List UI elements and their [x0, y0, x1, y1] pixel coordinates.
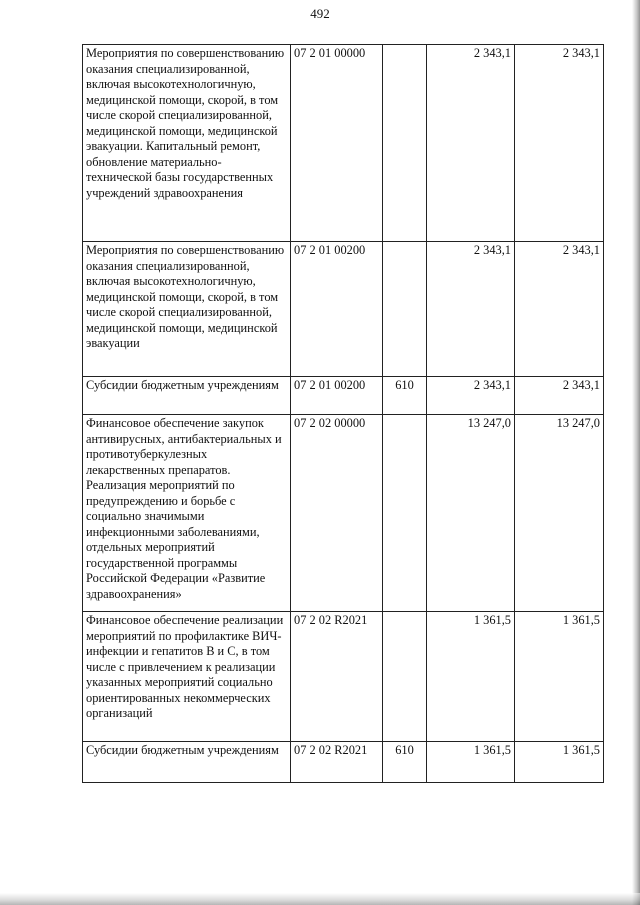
table-row [83, 415, 604, 612]
row-expense-type: 610 [383, 377, 427, 415]
table-row [83, 377, 604, 415]
page-number: 492 [310, 6, 330, 21]
row-expense-type [383, 242, 427, 377]
table-row [83, 45, 604, 242]
row-expense-type [383, 45, 427, 242]
row-value-1: 2 343,1 [427, 242, 515, 377]
row-name: Финансовое обеспечение реализации мероприятий по профилактике ВИЧ-инфекции и гепатитов В и С, в том числе с привлечением к реализации указанных мероприятий социально ориентированных некоммерческих организаций [83, 612, 291, 742]
table-row [83, 612, 604, 742]
row-code: 07 2 02 R2021 [291, 742, 383, 783]
table-row [83, 742, 604, 783]
scan-edge-shadow [632, 0, 640, 905]
row-expense-type: 610 [383, 742, 427, 783]
row-value-2: 1 361,5 [515, 742, 604, 783]
row-code: 07 2 01 00200 [291, 377, 383, 415]
row-name: Финансовое обеспечение закупок антивирусных, антибактериальных и противотуберкулезных лекарственных препаратов. Реализация мероприятий по предупреждению и борьбе с социально значимыми инфекционными заболеваниями, отдельных мероприятий государственной программы Российской Федерации «Развитие здравоохранения» [83, 415, 291, 612]
row-value-2: 1 361,5 [515, 612, 604, 742]
row-code: 07 2 02 R2021 [291, 612, 383, 742]
row-value-2: 13 247,0 [515, 415, 604, 612]
row-value-2: 2 343,1 [515, 377, 604, 415]
row-name: Мероприятия по совершенствованию оказания специализированной, включая высокотехнологичную, медицинской помощи, скорой, в том числе скорой специализированной, медицинской помощи, медицинской эвакуации. Капитальный ремонт, обновление материально-технической базы государственных учреждений здравоохранения [83, 45, 291, 242]
row-expense-type [383, 612, 427, 742]
row-name: Субсидии бюджетным учреждениям [83, 377, 291, 415]
row-name: Субсидии бюджетным учреждениям [83, 742, 291, 783]
row-expense-type [383, 415, 427, 612]
row-code: 07 2 01 00200 [291, 242, 383, 377]
row-code: 07 2 02 00000 [291, 415, 383, 612]
row-value-2: 2 343,1 [515, 242, 604, 377]
row-value-1: 13 247,0 [427, 415, 515, 612]
row-value-1: 1 361,5 [427, 612, 515, 742]
row-name: Мероприятия по совершенствованию оказания специализированной, включая высокотехнологичную, медицинской помощи, скорой, в том числе скорой специализированной, медицинской помощи, медицинской эвакуации [83, 242, 291, 377]
row-value-2: 2 343,1 [515, 45, 604, 242]
budget-table [82, 44, 604, 783]
scan-bottom-shadow [0, 893, 640, 905]
row-value-1: 2 343,1 [427, 377, 515, 415]
row-value-1: 1 361,5 [427, 742, 515, 783]
row-value-1: 2 343,1 [427, 45, 515, 242]
table-row [83, 242, 604, 377]
row-code: 07 2 01 00000 [291, 45, 383, 242]
